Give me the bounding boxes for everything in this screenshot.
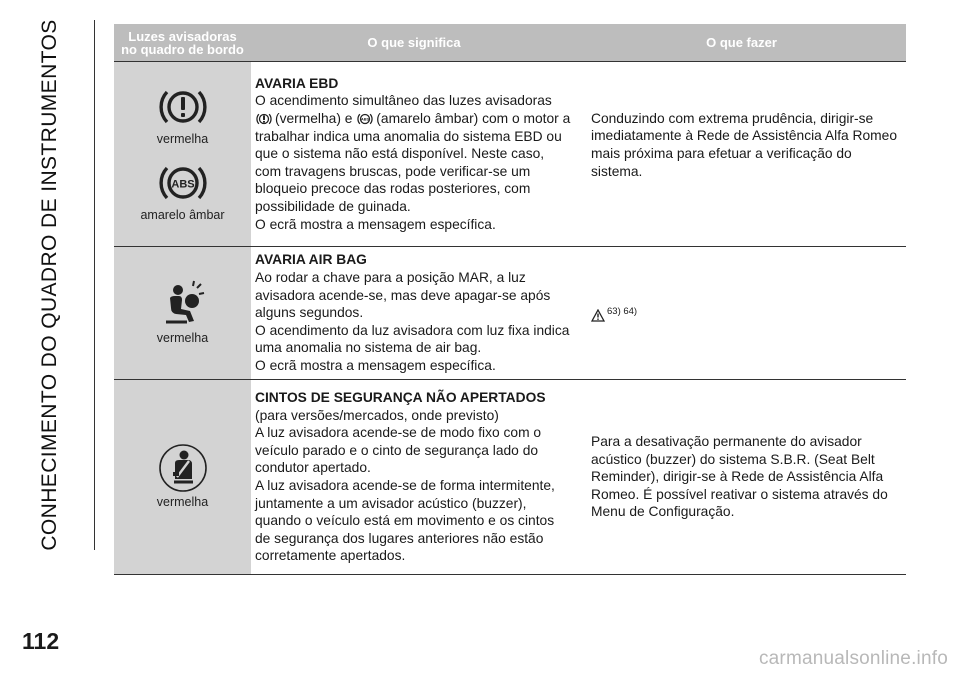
lamp-cell [114, 247, 251, 380]
meaning-text: O acendimento da luz avisadora com luz fixa indica uma anomalia no sistema de air bag. [255, 322, 570, 356]
seatbelt-warning-icon [157, 442, 209, 494]
meaning-text [255, 92, 571, 215]
meaning-text-part: (amarelo âmbar) com o motor a trabalhar indica uma anomalia do sistema EBD ou que o sistema não está disponível. Neste caso, com travagens bruscas, pode verificar-se um bloqueio precoce das rodas posteriores, com possibilidade de guinada. [255, 111, 571, 214]
svg-text:ABS: ABS [170, 178, 195, 191]
lamp-cell [114, 62, 251, 247]
meaning-cell [251, 247, 577, 380]
brake-warning-icon [155, 83, 211, 131]
abs-warning-icon [155, 159, 211, 207]
lamp-color-label: amarelo âmbar [140, 208, 225, 222]
table-row [114, 380, 906, 575]
table-row [114, 247, 906, 380]
action-cell [577, 247, 906, 380]
header-meaning: O que significa [251, 24, 577, 62]
abs-warning-icon [356, 111, 374, 127]
meaning-text: O ecrã mostra a mensagem específica. [255, 357, 496, 373]
airbag-warning-icon [157, 278, 209, 330]
meaning-text-part: (vermelha) e [275, 111, 353, 127]
side-rule [94, 20, 95, 550]
warning-lights-table [114, 24, 906, 575]
table-header-row [114, 24, 906, 62]
meaning-cell [251, 380, 577, 575]
meaning-text: O ecrã mostra a mensagem específica. [255, 216, 496, 232]
header-lights: Luzes avisadoras no quadro de bordo [114, 24, 251, 62]
row-title: CINTOS DE SEGURANÇA NÃO APERTADOS [255, 390, 546, 406]
meaning-text: (para versões/mercados, onde previsto) [255, 407, 499, 423]
page-number: 112 [22, 628, 60, 654]
action-cell [577, 62, 906, 247]
brake-warning-icon [255, 111, 273, 127]
meaning-text: Ao rodar a chave para a posição MAR, a luz avisadora acende-se, mas deve apagar-se após alguns segundos. [255, 270, 551, 321]
meaning-text-part: O acendimento simultâneo das luzes avisadoras [255, 93, 552, 109]
meaning-cell [251, 62, 577, 247]
action-text: Conduzindo com extrema prudência, dirigir-se imediatamente à Rede de Assistência Alfa Romeo mais próxima para efetuar a verificação do sistema. [591, 110, 898, 179]
watermark: carmanualsonline.info [758, 648, 948, 669]
row-title: AVARIA AIR BAG [255, 252, 367, 268]
action-text: Para a desativação permanente do avisador acústico (buzzer) do sistema S.B.R. (Seat Belt Reminder), dirigir-se à Rede de Assistência Alfa Romeo. É possível reativar o sistema através do Menu de Configuração. [591, 434, 888, 520]
header-action: O que fazer [577, 24, 906, 62]
warning-triangle-icon [591, 309, 605, 322]
meaning-text: A luz avisadora acende-se de forma intermitente, juntamente a um avisador acústico (buzzer), quando o veículo está em movimento e os cintos de segurança dos lugares anteriores não estão corretamente apertados. [255, 478, 555, 564]
table-row [114, 62, 906, 247]
lamp-cell [114, 380, 251, 575]
lamp-color-label: vermelha [156, 495, 209, 510]
note-reference: 63) 64) [607, 306, 638, 318]
side-title-text: CONHECIMENTO DO QUADRO DE INSTRUMENTOS [38, 19, 61, 551]
action-cell [577, 380, 906, 575]
meaning-text: A luz avisadora acende-se de modo fixo com o veículo parado e o cinto de segurança lado do condutor apertado. [255, 425, 542, 476]
svg-text:ABS: ABS [361, 117, 370, 122]
lamp-color-label: vermelha [156, 331, 209, 346]
lamp-color-label: vermelha [156, 132, 209, 147]
row-title: AVARIA EBD [255, 75, 339, 91]
